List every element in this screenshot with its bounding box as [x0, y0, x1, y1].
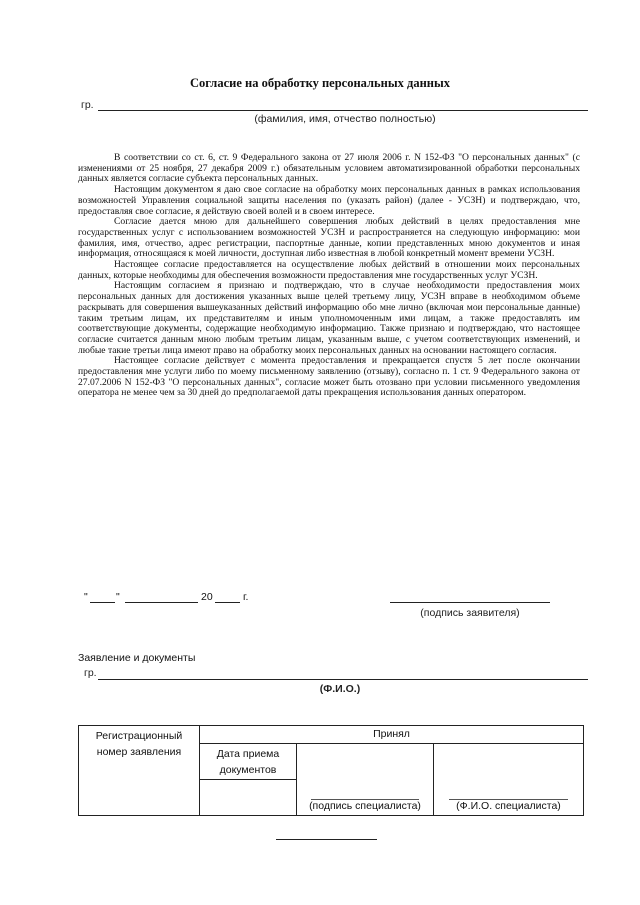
citizen-prefix: гр. [81, 99, 94, 111]
date-received-line1: Дата приема [216, 748, 280, 760]
paragraph-4: Настоящее согласие предоставляется на осуществление любых действий в отношении моих персональных данных, которые необходимы для обеспечения возможности предоставления мне государственных услуг УСЗН. [78, 259, 580, 281]
paragraph-2: Настоящим документом я даю свое согласие на обработку моих персональных данных в рамках использования возможностей Управления социальной защиты населения по (указать район) (далее - УСЗН) и подтверждаю, что, предоставляя свое согласие, я действую своей волей и в своем интересе. [78, 184, 580, 217]
reg-number-line1: Регистрационный [95, 730, 183, 742]
paragraph-6: Настоящее согласие действует с момента предоставления и прекращается спустя 5 лет после окончании предоставления мне услуги либо по моему письменному заявлению (отзыву), согласно п. 1 ст. 9 Федерального закона от 27.07.2006 N 152-ФЗ "О персональных данных", согласие может быть отозвано при условии письменного уведомления оператора не менее чем за 30 дней до предполагаемой даты прекращения использования данных оператором. [78, 355, 580, 399]
bottom-divider [276, 839, 377, 840]
specialist-signature-cell[interactable] [297, 744, 434, 816]
date-received-cell [200, 744, 297, 780]
paragraph-3: Согласие дается мною для дальнейшего совершения любых действий в целях предоставления мне государственных услуг с использованием возможностей УСЗН и распространяется на следующую информацию: мои фамилия, имя, отчество, адрес регистрации, паспортные данные, копии представленных мною документов и иная информация, относящаяся к моей личности, доступная либо известная в любой конкретный момент времени УСЗН. [78, 216, 580, 260]
specialist-fio-caption: (Ф.И.О. специалиста) [456, 800, 561, 812]
reg-number-line2: номер заявления [96, 746, 182, 758]
received-prefix: гр. [84, 667, 97, 679]
accepted-header: Принял [200, 726, 584, 744]
date-close-quote: " [116, 591, 120, 603]
reg-number-cell [79, 726, 200, 816]
date-day-field[interactable] [90, 602, 115, 603]
date-year-prefix: 20 [201, 591, 213, 603]
date-open-quote: " [84, 591, 88, 603]
date-year-field[interactable] [215, 602, 240, 603]
registration-table [78, 725, 584, 816]
received-fio-caption: (Ф.И.О.) [319, 683, 361, 695]
specialist-signature-caption: (подпись специалиста) [309, 800, 421, 812]
document-title: Согласие на обработку персональных данных [189, 76, 450, 90]
consent-body [78, 153, 580, 399]
fio-caption: (фамилия, имя, отчество полностью) [254, 113, 436, 125]
date-year-suffix: г. [243, 591, 249, 603]
date-received-line2: документов [219, 764, 277, 776]
citizen-name-field[interactable] [98, 110, 588, 111]
date-received-value-cell[interactable] [200, 780, 297, 816]
paragraph-1: В соответствии со ст. 6, ст. 9 Федерального закона от 27 июля 2006 г. N 152-ФЗ "О персональных данных" (с изменениями от 25 ноября, 27 декабря 2009 г.) обязательным условием автоматизированной обработки персональных данных является согласие субъекта персональных данных. [78, 152, 580, 185]
applicant-signature-caption: (подпись заявителя) [420, 607, 520, 619]
paragraph-5: Настоящим согласием я признаю и подтверждаю, что в случае необходимости предоставления моих персональных данных для достижения указанных выше целей третьему лицу, УСЗН вправе в необходимом объеме раскрывать для совершения вышеуказанных действий информацию обо мне лично (включая мои персональные данные) таким третьим лицам, их представителям и иным уполномоченным ими лицам, а также предоставлять им соответствующие документы, содержащие необходимую информацию. Также признаю и подтверждаю, что настоящее согласие считается данным мною любым третьим лицам, указанным выше, с учетом соответствующих изменений, и любые такие третьи лица имеют право на обработку моих персональных данных на основании настоящего согласия. [78, 280, 580, 356]
specialist-fio-cell[interactable] [434, 744, 584, 816]
applicant-signature-field[interactable] [390, 602, 550, 603]
received-name-field[interactable] [98, 679, 588, 680]
date-month-field[interactable] [125, 602, 198, 603]
received-heading: Заявление и документы [78, 652, 196, 664]
